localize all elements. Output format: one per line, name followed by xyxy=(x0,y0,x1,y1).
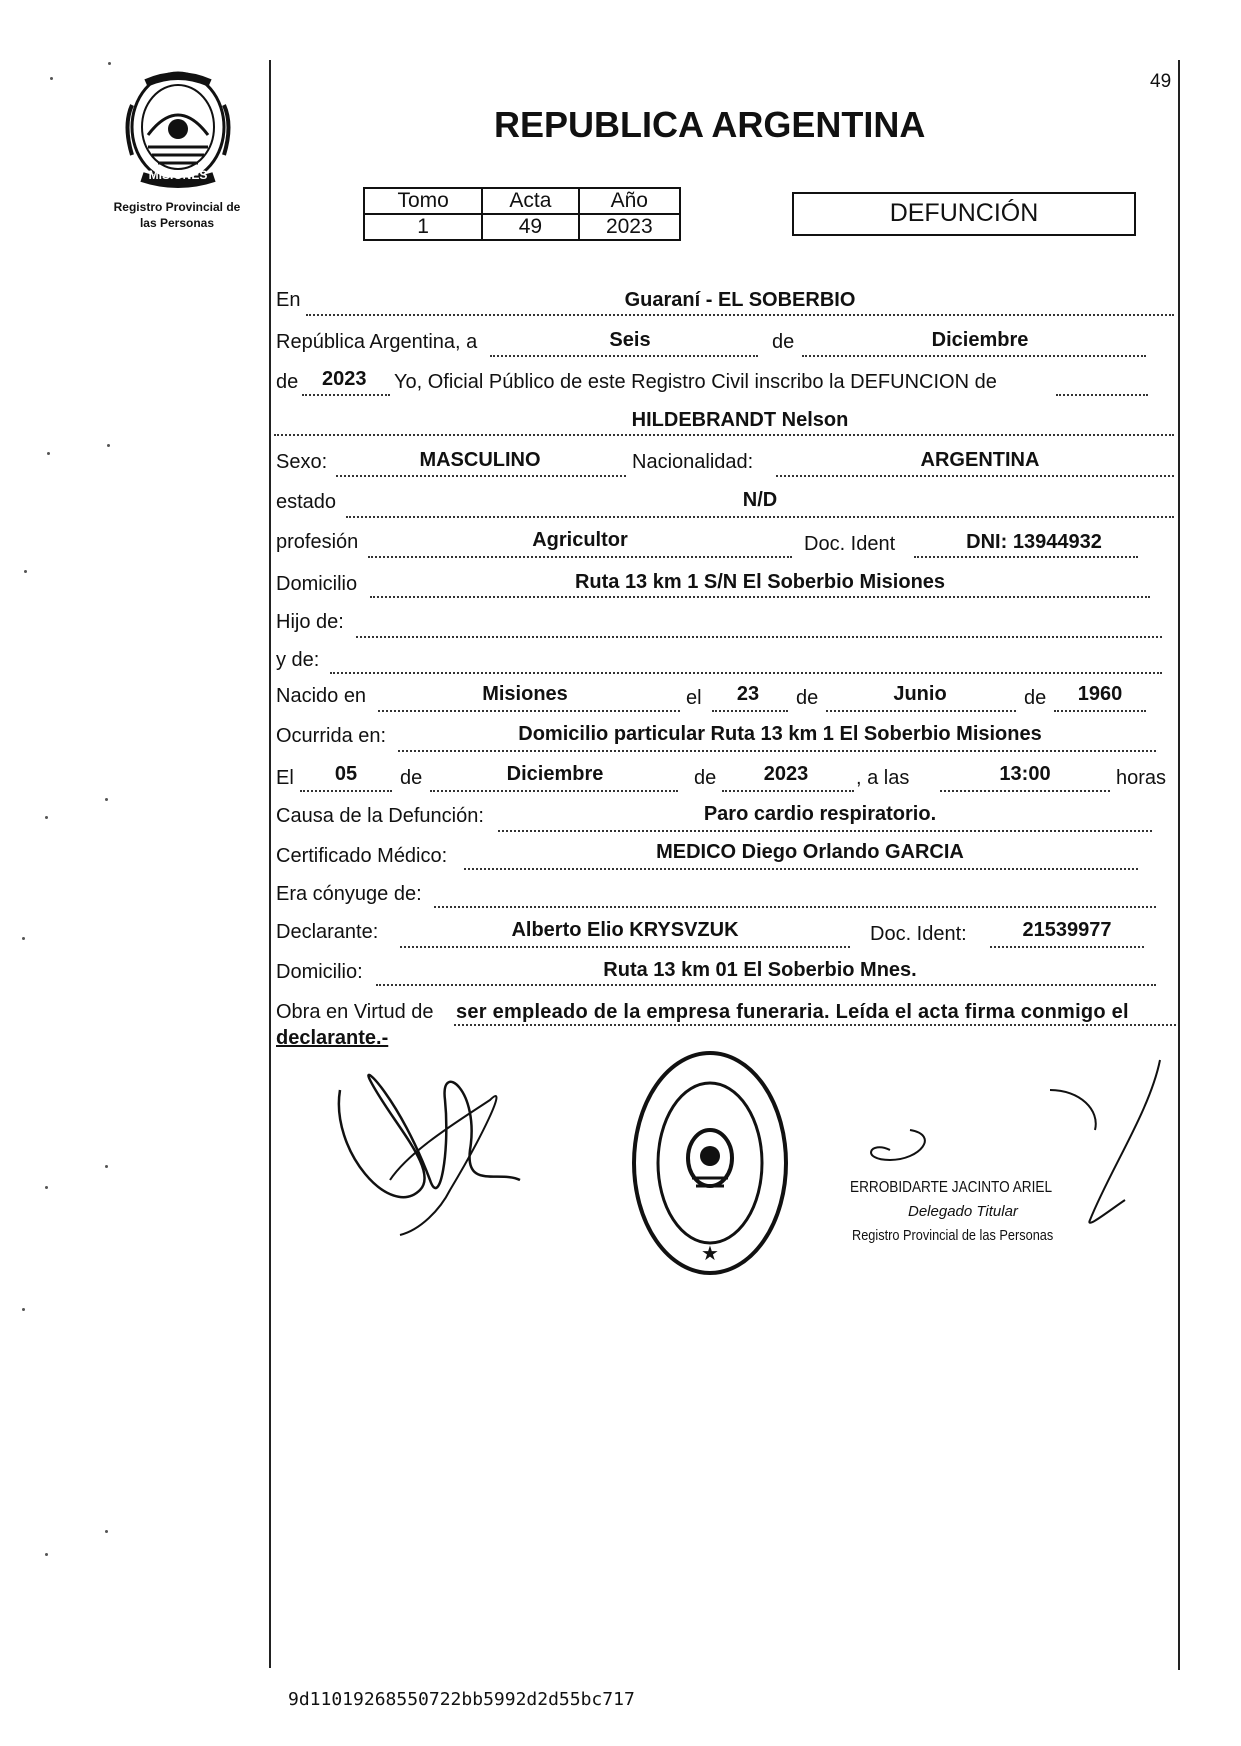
left-margin-line xyxy=(269,60,271,1668)
value-dia-texto: Seis xyxy=(609,329,651,351)
label-certificado: Certificado Médico: xyxy=(276,845,448,867)
official-stamp xyxy=(630,1048,790,1278)
page-title: REPUBLICA ARGENTINA xyxy=(494,104,926,145)
signature-name: ERROBIDARTE JACINTO ARIEL xyxy=(850,1179,1053,1196)
value-anio: 2023 xyxy=(579,214,680,240)
value-def-dia: 05 xyxy=(334,763,358,785)
label-profesion: profesión xyxy=(276,531,359,553)
label-y-de: y de: xyxy=(276,649,320,671)
label-sexo: Sexo: xyxy=(276,451,328,473)
value-obra-line2: declarante.- xyxy=(276,1027,389,1049)
label-doc-ident: Doc. Ident xyxy=(804,533,896,555)
signature-org: Registro Provincial de las Personas xyxy=(852,1227,1054,1244)
svg-text:★: ★ xyxy=(701,1241,719,1265)
value-lugar: Guaraní - EL SOBERBIO xyxy=(624,289,856,311)
label-yo-oficial: Yo, Oficial Público de este Registro Civil inscribo la DEFUNCION de xyxy=(394,371,997,393)
record-table xyxy=(363,187,681,241)
value-acta: 49 xyxy=(482,214,578,240)
value-declarante-domicilio: Ruta 13 km 01 El Soberbio Mnes. xyxy=(603,959,917,981)
value-certificado: MEDICO Diego Orlando GARCIA xyxy=(656,841,964,863)
value-mes: Diciembre xyxy=(931,329,1029,351)
label-nacido-en: Nacido en xyxy=(276,685,367,707)
label-de-2: de xyxy=(276,371,299,393)
value-nacido-en: Misiones xyxy=(482,683,568,705)
label-en: En xyxy=(276,289,301,311)
header-tomo: Tomo xyxy=(364,188,482,214)
label-hijo-de: Hijo de: xyxy=(276,611,344,633)
value-nac-anio: 1960 xyxy=(1077,683,1123,705)
label-de-6: de xyxy=(694,767,717,789)
label-conyuge: Era cónyuge de: xyxy=(276,883,422,905)
value-declarante-doc: 21539977 xyxy=(1022,919,1112,941)
label-de-5: de xyxy=(400,767,423,789)
label-declarante: Declarante: xyxy=(276,921,379,943)
registry-name-line2: las Personas xyxy=(139,216,215,230)
label-domicilio: Domicilio xyxy=(276,573,358,595)
right-margin-line xyxy=(1178,60,1180,1670)
record-table-header xyxy=(364,188,680,214)
document-hash: 9d11019268550722bb5992d2d55bc717 xyxy=(288,1689,635,1710)
value-profesion: Agricultor xyxy=(532,529,628,551)
label-el: el xyxy=(686,687,702,709)
label-causa: Causa de la Defunción: xyxy=(276,805,484,827)
seal-text-bottom: MISIONES xyxy=(148,168,208,182)
value-nac-mes: Junio xyxy=(893,683,947,705)
value-obra-line1: ser empleado de la empresa funeraria. Leída el acta firma conmigo el xyxy=(456,1001,1129,1023)
value-estado: N/D xyxy=(742,489,778,511)
label-de-4: de xyxy=(1024,687,1047,709)
seal-text-top: PROVINCIA DE xyxy=(142,59,214,70)
header-anio: Año xyxy=(579,188,680,214)
page-number: 49 xyxy=(1150,71,1172,92)
value-nac-dia: 23 xyxy=(736,683,760,705)
label-republica: República Argentina, a xyxy=(276,331,478,353)
registry-name-line1: Registro Provincial de xyxy=(113,200,241,214)
value-def-hora: 13:00 xyxy=(999,763,1051,785)
label-estado: estado xyxy=(276,491,337,513)
declarant-signature xyxy=(330,1060,530,1240)
value-nacionalidad: ARGENTINA xyxy=(920,449,1040,471)
value-anio: 2023 xyxy=(322,368,367,390)
label-de-1: de xyxy=(772,331,795,353)
value-domicilio: Ruta 13 km 1 S/N El Soberbio Misiones xyxy=(574,571,946,593)
label-obra: Obra en Virtud de xyxy=(276,1001,434,1023)
value-nombre: HILDEBRANDT Nelson xyxy=(631,409,849,431)
record-table-values xyxy=(364,214,680,240)
header-acta: Acta xyxy=(482,188,578,214)
value-declarante: Alberto Elio KRYSVZUK xyxy=(511,919,739,941)
record-type-box: DEFUNCIÓN xyxy=(792,192,1136,236)
value-tomo: 1 xyxy=(364,214,482,240)
label-horas: horas xyxy=(1116,767,1167,789)
label-nacionalidad: Nacionalidad: xyxy=(632,451,754,473)
value-sexo: MASCULINO xyxy=(419,449,541,471)
label-ocurrida-en: Ocurrida en: xyxy=(276,725,387,747)
label-de-3: de xyxy=(796,687,819,709)
value-causa: Paro cardio respiratorio. xyxy=(703,803,937,825)
value-def-mes: Diciembre xyxy=(506,763,604,785)
label-domicilio-2: Domicilio: xyxy=(276,961,363,983)
label-a-las: , a las xyxy=(856,767,910,789)
label-doc-ident-2: Doc. Ident: xyxy=(870,923,967,945)
signature-role: Delegado Titular xyxy=(908,1203,1018,1220)
label-el-cap: El xyxy=(276,767,294,789)
value-dni: DNI: 13944932 xyxy=(966,531,1102,553)
value-def-anio: 2023 xyxy=(763,763,809,785)
value-ocurrida-en: Domicilio particular Ruta 13 km 1 El Soberbio Misiones xyxy=(518,723,1042,745)
